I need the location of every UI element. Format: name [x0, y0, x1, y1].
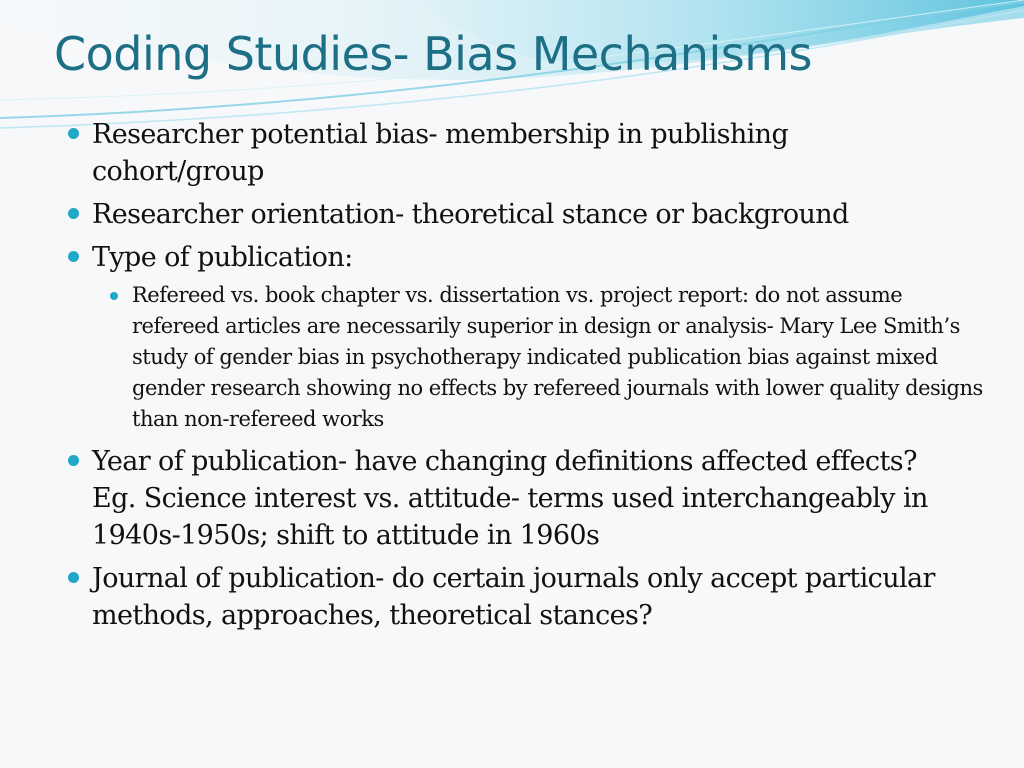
bullet-text: Researcher orientation- theoretical stance or background	[92, 199, 849, 230]
bullet-text: Year of publication- have changing definitions affected effects? Eg. Science interest vs. attitude- terms used interchangeably in 1940s-1950s; shift to attitude in 1960s	[92, 446, 928, 551]
sub-bullet-text: Refereed vs. book chapter vs. dissertation vs. project report: do not assume refereed articles are necessarily superior in design or analysis- Mary Lee Smith’s study of gender bias in psychotherapy indicated publication bias against mixed gender research showing no effects by refereed journals with lower quality designs than non-refereed works	[132, 283, 983, 431]
bullet-item	[64, 560, 964, 634]
bullet-item	[64, 239, 983, 435]
bullet-dot-icon	[68, 251, 79, 262]
slide-title: Coding Studies- Bias Mechanisms	[54, 27, 812, 81]
bullet-item	[64, 443, 964, 554]
bullet-dot-icon	[68, 128, 79, 139]
bullet-content	[64, 116, 983, 640]
bullet-item	[64, 196, 964, 233]
sub-bullet-item	[92, 280, 992, 435]
bullet-list	[64, 116, 983, 634]
bullet-text: Journal of publication- do certain journals only accept particular methods, approaches, theoretical stances?	[92, 563, 935, 631]
bullet-text: Type of publication:	[92, 242, 353, 273]
sub-bullet-dot-icon	[110, 292, 118, 300]
bullet-dot-icon	[68, 455, 79, 466]
bullet-item	[64, 116, 964, 190]
bullet-dot-icon	[68, 572, 79, 583]
sub-bullet-list	[92, 280, 983, 435]
bullet-dot-icon	[68, 208, 79, 219]
bullet-text: Researcher potential bias- membership in publishing cohort/group	[92, 119, 789, 187]
